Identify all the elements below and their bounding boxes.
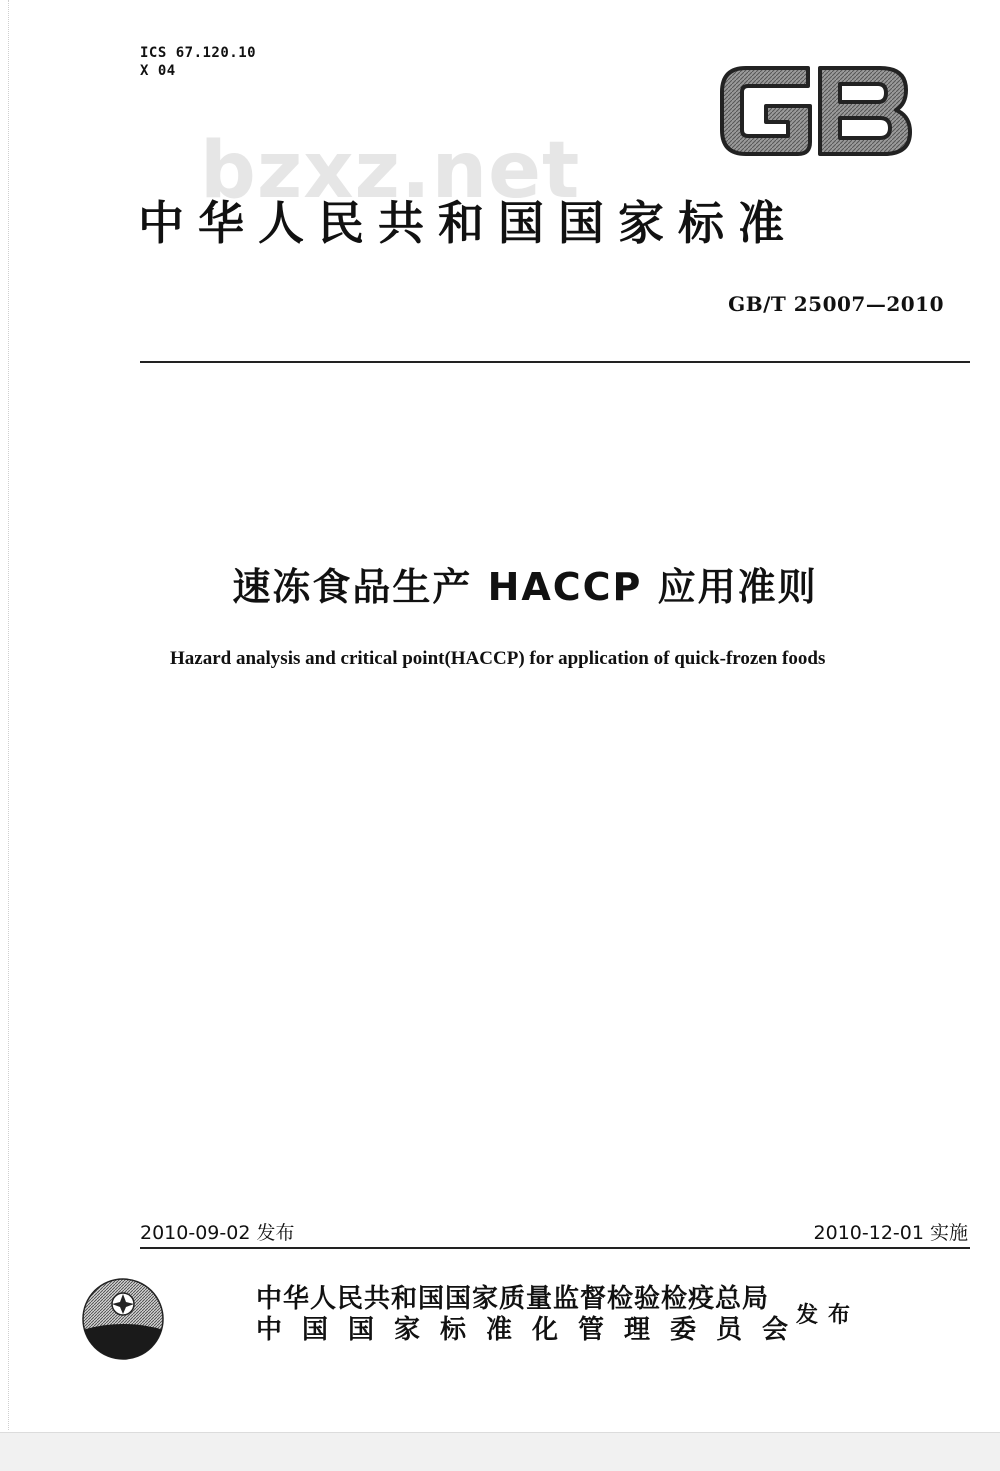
bottom-divider (140, 1247, 970, 1249)
top-divider (140, 361, 970, 363)
publish-label: 发布 (796, 1302, 861, 1328)
national-standard-title: 中华人民共和国国家标准 (138, 196, 798, 250)
viewer-footer (0, 1432, 1000, 1471)
ccs-code: X 04 (140, 63, 176, 79)
page-edge (0, 0, 9, 1430)
gb-logo (716, 60, 914, 160)
issue-date: 2010-09-02 发布 (140, 1222, 295, 1244)
issuer-line-1: 中华人民共和国国家质量监督检验检疫总局 (256, 1284, 770, 1314)
ics-code: ICS 67.120.10 (140, 45, 257, 61)
issuer-emblem-icon (82, 1278, 164, 1360)
watermark: bzxz.net (200, 126, 581, 216)
issuer-line-2: 中国国家标准化管理委员会 (256, 1315, 809, 1345)
standard-number: GB/T 25007—2010 (728, 292, 944, 316)
title-chinese: 速冻食品生产 HACCP 应用准则 (232, 565, 818, 609)
title-english: Hazard analysis and critical point(HACCP) for application of quick-frozen foods (170, 648, 826, 669)
classification-codes (140, 44, 256, 80)
implementation-date: 2010-12-01 实施 (813, 1222, 968, 1244)
